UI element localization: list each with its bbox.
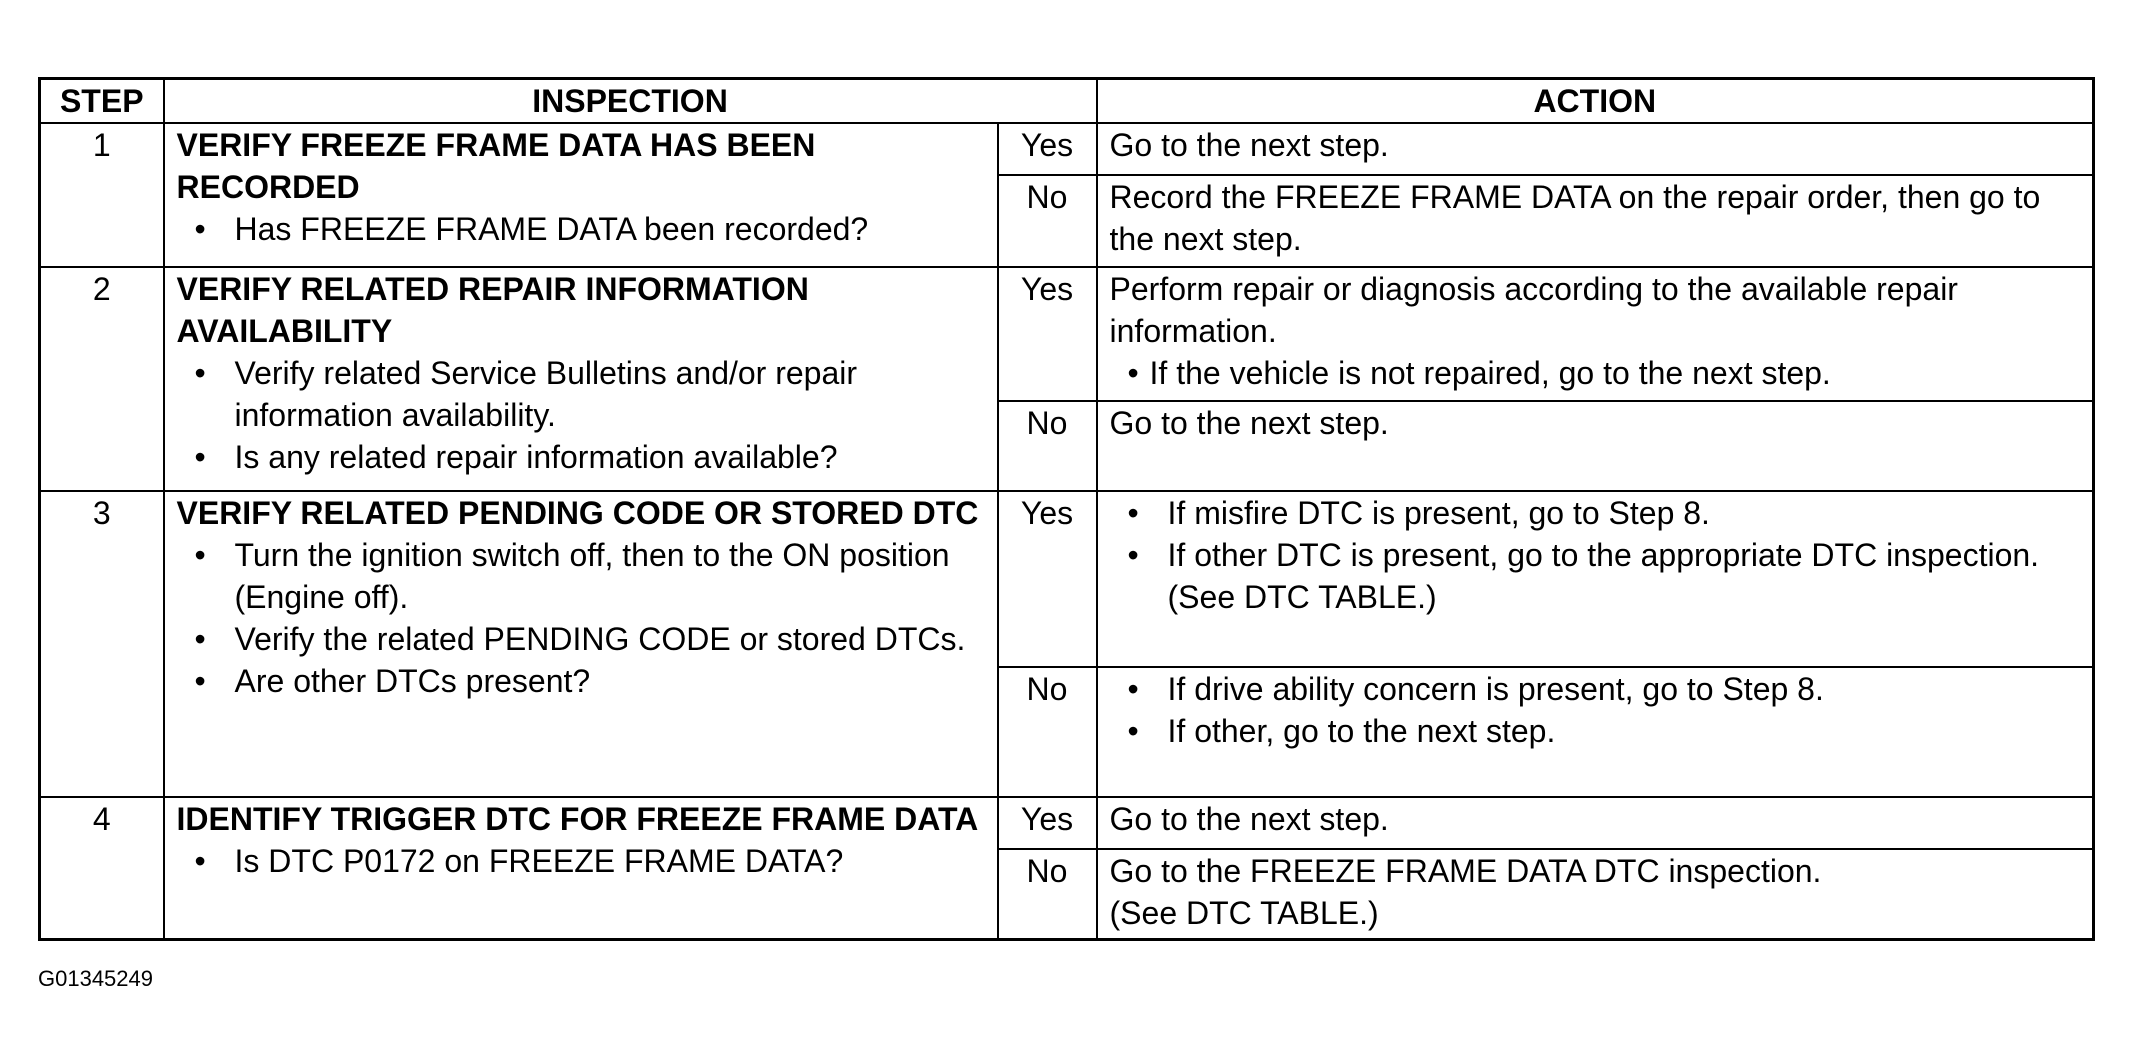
action-bullet: • If drive ability concern is present, go to Step 8. [1110, 668, 2081, 710]
no-action [1097, 849, 2094, 939]
inspection-bullet: • Is DTC P0172 on FREEZE FRAME DATA? [177, 840, 985, 882]
inspection-cell [164, 123, 998, 267]
step-number: 4 [40, 797, 164, 939]
yes-action [1097, 797, 2094, 849]
inspection-bullet: • Are other DTCs present? [177, 660, 985, 702]
inspection-cell [164, 491, 998, 797]
inspection-title: VERIFY FREEZE FRAME DATA HAS BEEN RECORDED [176, 127, 816, 205]
table-row [40, 123, 2094, 175]
inspection-title: VERIFY RELATED PENDING CODE OR STORED DTC [176, 495, 979, 531]
table-row [40, 491, 2094, 667]
inspection-bullet: • Is any related repair information available? [177, 436, 985, 478]
step-number: 3 [40, 491, 164, 797]
yes-action [1097, 491, 2094, 667]
step-number: 2 [40, 267, 164, 491]
action-bullet: • If the vehicle is not repaired, go to the next step. [1110, 352, 2081, 394]
inspection-bullet: • Verify the related PENDING CODE or stored DTCs. [177, 618, 985, 660]
action-bullet: • If other DTC is present, go to the appropriate DTC inspection. [1110, 534, 2081, 576]
action-text: Record the FREEZE FRAME DATA on the repair order, then go to the next step. [1109, 179, 2041, 257]
yes-label: Yes [998, 123, 1097, 175]
header-action: ACTION [1097, 79, 2094, 124]
no-action [1097, 401, 2094, 491]
action-note: (See DTC TABLE.) [1167, 579, 1437, 615]
inspection-cell [164, 797, 998, 939]
diagnostic-procedure-table [38, 77, 2095, 941]
action-bullet: • If misfire DTC is present, go to Step 8. [1110, 492, 2081, 534]
inspection-bullet: • Has FREEZE FRAME DATA been recorded? [177, 208, 985, 250]
action-text: Go to the next step. [1109, 405, 1389, 441]
action-bullets [1110, 492, 2081, 576]
inspection-bullets [177, 208, 985, 250]
inspection-bullets [177, 534, 985, 702]
action-text: Perform repair or diagnosis according to the available repair information. [1109, 271, 1958, 349]
no-action [1097, 667, 2094, 797]
inspection-bullet: • Turn the ignition switch off, then to the ON position (Engine off). [177, 534, 985, 618]
yes-label: Yes [998, 491, 1097, 667]
action-text: Go to the FREEZE FRAME DATA DTC inspection. [1109, 853, 1822, 889]
no-label: No [998, 401, 1097, 491]
table-row [40, 267, 2094, 401]
yes-label: Yes [998, 797, 1097, 849]
action-text: Go to the next step. [1109, 127, 1389, 163]
yes-action [1097, 123, 2094, 175]
inspection-bullet: • Verify related Service Bulletins and/or repair information availability. [177, 352, 985, 436]
inspection-title: VERIFY RELATED REPAIR INFORMATION AVAILABILITY [176, 271, 809, 349]
no-label: No [998, 175, 1097, 267]
action-note: (See DTC TABLE.) [1109, 895, 1379, 931]
inspection-cell [164, 267, 998, 491]
action-bullet: • If other, go to the next step. [1110, 710, 2081, 752]
no-action [1097, 175, 2094, 267]
table-header-row [40, 79, 2094, 124]
no-label: No [998, 667, 1097, 797]
header-step: STEP [40, 79, 164, 124]
action-bullets [1110, 352, 2081, 394]
yes-action [1097, 267, 2094, 401]
action-text: Go to the next step. [1109, 801, 1389, 837]
action-bullets [1110, 668, 2081, 752]
header-inspection: INSPECTION [164, 79, 1097, 124]
yes-label: Yes [998, 267, 1097, 401]
figure-id: G01345249 [38, 966, 153, 991]
table-row [40, 797, 2094, 849]
inspection-bullets [177, 840, 985, 882]
inspection-bullets [177, 352, 985, 478]
inspection-title: IDENTIFY TRIGGER DTC FOR FREEZE FRAME DATA [176, 801, 979, 837]
no-label: No [998, 849, 1097, 939]
step-number: 1 [40, 123, 164, 267]
